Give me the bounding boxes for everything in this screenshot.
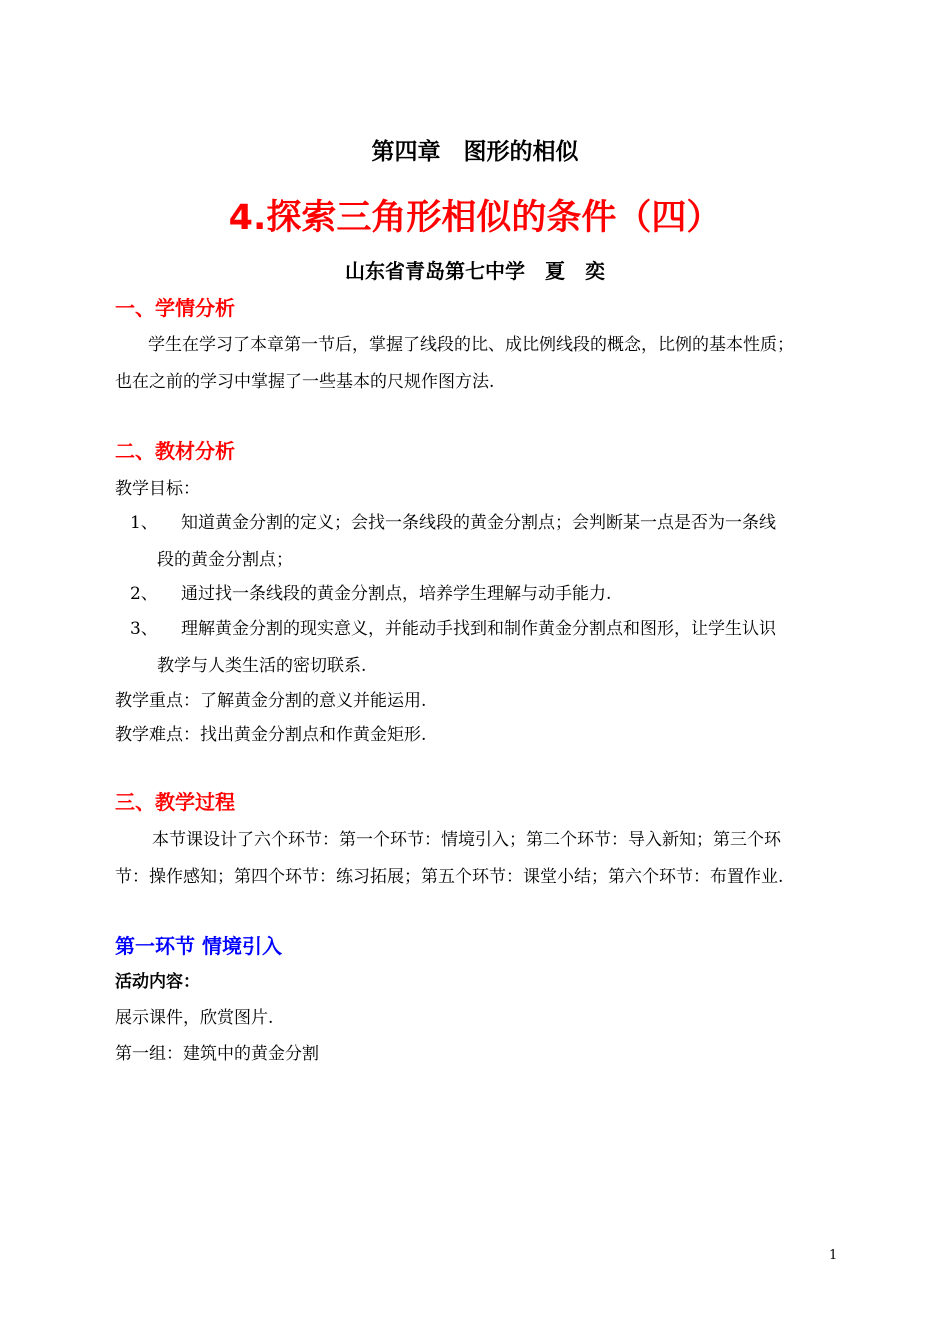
- goal-number: 2、: [130, 584, 158, 604]
- chapter-title: 第四章 图形的相似: [371, 139, 579, 165]
- section-heading-learning-analysis: 一、学情分析: [115, 296, 235, 320]
- section-heading-material-analysis: 二、教材分析: [115, 439, 235, 463]
- paragraph-line: 学生在学习了本章第一节后，掌握了线段的比、成比例线段的概念，比例的基本性质；: [148, 335, 794, 355]
- goal-number: 1、: [130, 513, 158, 533]
- goal-number: 3、: [130, 619, 158, 639]
- goal-text: 知道黄金分割的定义；会找一条线段的黄金分割点；会判断某一点是否为一条线: [181, 513, 776, 533]
- step-heading: 第一环节 情境引入: [115, 934, 282, 958]
- goal-text-continued: 教学与人类生活的密切联系.: [157, 656, 367, 676]
- section-heading-teaching-process: 三、教学过程: [115, 790, 235, 814]
- goal-text: 通过找一条线段的黄金分割点，培养学生理解与动手能力.: [181, 584, 612, 604]
- step-text: 展示课件，欣赏图片.: [115, 1008, 274, 1028]
- step-text: 第一组：建筑中的黄金分割: [115, 1044, 319, 1064]
- goal-text-continued: 段的黄金分割点；: [157, 550, 293, 570]
- difficulty-point: 教学难点：找出黄金分割点和作黄金矩形.: [115, 725, 427, 745]
- goal-text: 理解黄金分割的现实意义，并能动手找到和制作黄金分割点和图形，让学生认识: [181, 619, 776, 639]
- author-line: 山东省青岛第七中学 夏 奕: [345, 259, 605, 283]
- lesson-title: 4.探索三角形相似的条件（四）: [228, 198, 722, 238]
- key-point: 教学重点：了解黄金分割的意义并能运用.: [115, 691, 427, 711]
- paragraph-line: 本节课设计了六个环节：第一个环节：情境引入；第二个环节：导入新知；第三个环: [152, 830, 781, 850]
- goals-label: 教学目标：: [115, 479, 200, 499]
- activity-label: 活动内容：: [115, 972, 200, 992]
- page-number: 1: [829, 1248, 838, 1263]
- paragraph-line: 也在之前的学习中掌握了一些基本的尺规作图方法.: [115, 372, 495, 392]
- paragraph-line: 节：操作感知；第四个环节：练习拓展；第五个环节：课堂小结；第六个环节：布置作业.: [115, 867, 784, 887]
